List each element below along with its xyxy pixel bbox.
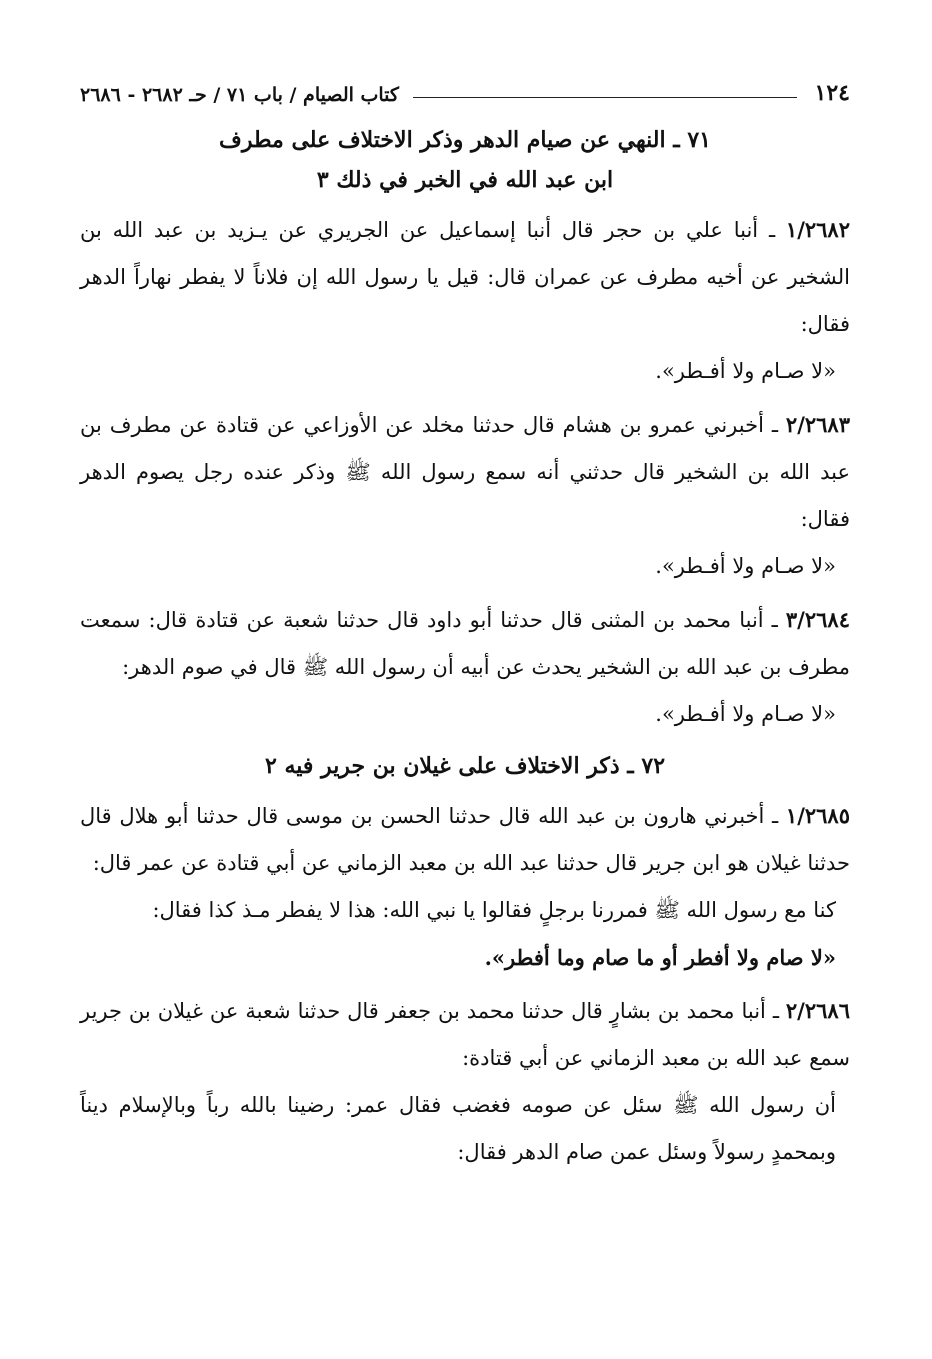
hadith-2686 bbox=[80, 987, 850, 1082]
hadith-text: ـ أنبا محمد بن بشارٍ قال حدثنا محمد بن جعفر قال حدثنا شعبة عن غيلان بن جرير سمع عبد الله بن معبد الزماني عن أبي قتادة: bbox=[80, 999, 850, 1070]
hadith-2685-quote: «لا صام ولا أفطر أو ما صام وما أفطر». bbox=[484, 945, 836, 970]
page-number: ١٢٤ bbox=[814, 80, 850, 106]
hadith-2686-body: أن رسول الله ﷺ سئل عن صومه فغضب فقال عمر: رضينا بالله رباً وبالإسلام ديناً وبمحمدٍ رسولاً وسئل عمن صام الدهر فقال: bbox=[80, 1093, 836, 1164]
hadith-number: ٢/٢٦٨٣ bbox=[785, 412, 850, 437]
hadith-text: ـ أنبا علي بن حجر قال أنبا إسماعيل عن الجريري عن يـزيد بن عبد الله بن الشخير عن أخيه مطرف عن عمران قال: قيل يا رسول الله إن فلاناً لا يفطر نهاراً الدهر فقال: bbox=[80, 218, 850, 336]
hadith-text: ـ أخبرني عمرو بن هشام قال حدثنا مخلد عن الأوزاعي عن قتادة عن مطرف بن عبد الله بن الشخير قال حدثني أنه سمع رسول الله ﷺ وذكر عنده رجل يصوم الدهر فقال: bbox=[80, 413, 850, 531]
chapter-72-title: ٧٢ ـ ذكر الاختلاف على غيلان بن جرير فيه ٢ bbox=[264, 753, 666, 779]
hadith-2684-quote: «لا صـام ولا أفـطر». bbox=[655, 702, 836, 726]
hadith-number: ١/٢٦٨٥ bbox=[785, 803, 850, 828]
header-rule bbox=[413, 97, 797, 98]
hadith-2684 bbox=[80, 596, 850, 691]
hadith-2682 bbox=[80, 206, 850, 348]
chapter-71-title-line1: ٧١ ـ النهي عن صيام الدهر وذكر الاختلاف على مطرف bbox=[219, 127, 711, 153]
hadith-text: ـ أخبرني هارون بن عبد الله قال حدثنا الحسن بن موسى قال حدثنا أبو هلال قال حدثنا غيلان هو ابن جرير قال حدثنا عبد الله بن معبد الزماني عن أبي قتادة عن عمر قال: bbox=[80, 804, 850, 875]
hadith-2685 bbox=[80, 792, 850, 887]
hadith-2685-body: كنا مع رسول الله ﷺ فمررنا برجلٍ فقالوا يا نبي الله: هذا لا يفطر مـذ كذا فقال: bbox=[152, 898, 836, 922]
hadith-2683 bbox=[80, 401, 850, 543]
hadith-number: ٣/٢٦٨٤ bbox=[785, 607, 850, 632]
hadith-2683-quote: «لا صـام ولا أفـطر». bbox=[655, 554, 836, 578]
hadith-text: ـ أنبا محمد بن المثنى قال حدثنا أبو داود قال حدثنا شعبة عن قتادة قال: سمعت مطرف بن عبد الله بن الشخير يحدث عن أبيه أن رسول الله ﷺ قال في صوم الدهر: bbox=[80, 608, 850, 679]
running-title: كتاب الصيام / باب ٧١ / حـ ٢٦٨٢ - ٢٦٨٦ bbox=[80, 84, 399, 106]
book-page bbox=[80, 62, 850, 1176]
chapter-71-title-line2: ابن عبد الله في الخبر في ذلك ٣ bbox=[316, 167, 614, 193]
hadith-number: ٢/٢٦٨٦ bbox=[785, 998, 850, 1023]
hadith-2682-quote: «لا صـام ولا أفـطر». bbox=[655, 359, 836, 383]
hadith-number: ١/٢٦٨٢ bbox=[785, 217, 850, 242]
page-header bbox=[80, 62, 850, 106]
